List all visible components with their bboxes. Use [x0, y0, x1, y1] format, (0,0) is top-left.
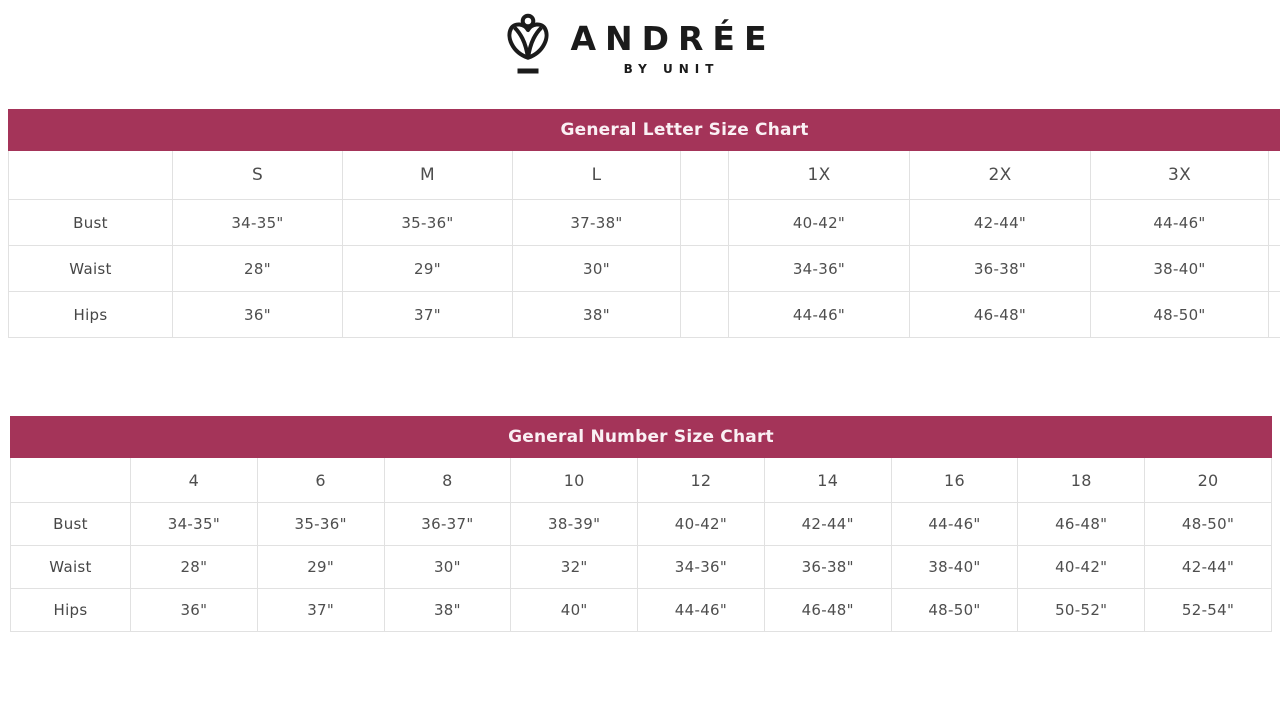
- measurement-row: [9, 292, 1280, 338]
- chart-title-band: [9, 110, 1280, 151]
- size-value-cell: [1269, 246, 1280, 292]
- size-column-header: 20: [1145, 458, 1272, 503]
- measurement-row: [9, 200, 1280, 246]
- size-value-cell: 37": [257, 589, 384, 632]
- size-value-cell: 34-36": [638, 546, 765, 589]
- size-value-cell: 42-44": [1145, 546, 1272, 589]
- size-column-header-row: [9, 151, 1280, 200]
- size-value-cell: 48-50": [891, 589, 1018, 632]
- letter-chart-clip-region: [0, 109, 1280, 338]
- size-value-cell: 36-38": [764, 546, 891, 589]
- size-value-cell: 38-39": [511, 503, 638, 546]
- row-label: Waist: [11, 546, 131, 589]
- chart-title-band: [11, 417, 1272, 458]
- measurement-row: [9, 246, 1280, 292]
- number-chart-body: [11, 503, 1272, 632]
- size-column-header: 3X: [1091, 151, 1269, 200]
- row-label: Waist: [9, 246, 173, 292]
- size-value-cell: [1269, 200, 1280, 246]
- size-value-cell: 36": [131, 589, 258, 632]
- size-value-cell: 30": [513, 246, 681, 292]
- number-size-chart-table: [10, 416, 1272, 632]
- size-value-cell: [681, 200, 729, 246]
- brand-name: ANDRÉE: [570, 19, 776, 58]
- size-value-cell: 38-40": [891, 546, 1018, 589]
- size-value-cell: 37-38": [513, 200, 681, 246]
- size-column-header: S: [173, 151, 343, 200]
- size-column-header: 12: [638, 458, 765, 503]
- size-column-header: 2X: [910, 151, 1091, 200]
- size-value-cell: 37": [343, 292, 513, 338]
- size-column-header: L: [513, 151, 681, 200]
- row-label: Bust: [9, 200, 173, 246]
- size-value-cell: 44-46": [1091, 200, 1269, 246]
- letter-chart-body: [9, 200, 1280, 338]
- size-value-cell: 35-36": [343, 200, 513, 246]
- size-column-header: 16: [891, 458, 1018, 503]
- size-value-cell: [681, 292, 729, 338]
- size-value-cell: 50-52": [1018, 589, 1145, 632]
- size-value-cell: 48-50": [1091, 292, 1269, 338]
- row-label: Hips: [11, 589, 131, 632]
- size-value-cell: 38": [513, 292, 681, 338]
- measurement-row: [11, 503, 1272, 546]
- size-value-cell: 34-35": [173, 200, 343, 246]
- size-value-cell: 46-48": [764, 589, 891, 632]
- size-value-cell: 34-35": [131, 503, 258, 546]
- measurement-row: [11, 546, 1272, 589]
- size-value-cell: 36": [173, 292, 343, 338]
- size-value-cell: 42-44": [764, 503, 891, 546]
- size-value-cell: 29": [343, 246, 513, 292]
- size-value-cell: 36-38": [910, 246, 1091, 292]
- size-value-cell: 42-44": [910, 200, 1091, 246]
- size-value-cell: 40-42": [729, 200, 910, 246]
- size-value-cell: 40-42": [1018, 546, 1145, 589]
- size-value-cell: 52-54": [1145, 589, 1272, 632]
- size-value-cell: 34-36": [729, 246, 910, 292]
- brand-tagline: BY UNIT: [623, 62, 720, 76]
- size-value-cell: 29": [257, 546, 384, 589]
- size-column-header: [1269, 151, 1280, 200]
- measurement-row: [11, 589, 1272, 632]
- size-column-header: 6: [257, 458, 384, 503]
- size-column-header: 4: [131, 458, 258, 503]
- size-value-cell: 48-50": [1145, 503, 1272, 546]
- size-value-cell: 28": [131, 546, 258, 589]
- size-value-cell: 40-42": [638, 503, 765, 546]
- size-column-header: 1X: [729, 151, 910, 200]
- size-value-cell: 35-36": [257, 503, 384, 546]
- row-label: Hips: [9, 292, 173, 338]
- size-value-cell: 46-48": [910, 292, 1091, 338]
- size-value-cell: 46-48": [1018, 503, 1145, 546]
- size-column-header: 14: [764, 458, 891, 503]
- size-value-cell: 30": [384, 546, 511, 589]
- size-value-cell: 38": [384, 589, 511, 632]
- corner-cell: [9, 151, 173, 200]
- size-value-cell: 28": [173, 246, 343, 292]
- size-value-cell: [681, 246, 729, 292]
- size-value-cell: 38-40": [1091, 246, 1269, 292]
- size-value-cell: 44-46": [729, 292, 910, 338]
- size-value-cell: 36-37": [384, 503, 511, 546]
- size-value-cell: 32": [511, 546, 638, 589]
- chart-title: General Number Size Chart: [11, 417, 1272, 458]
- brand-text: [561, 19, 776, 76]
- letter-size-chart-table: [8, 109, 1280, 338]
- size-value-cell: 40": [511, 589, 638, 632]
- size-column-header: 8: [384, 458, 511, 503]
- chart-title: General Letter Size Chart: [9, 110, 1280, 151]
- size-value-cell: 44-46": [891, 503, 1018, 546]
- brand-logo: [0, 0, 1280, 78]
- size-column-header: 10: [511, 458, 638, 503]
- row-label: Bust: [11, 503, 131, 546]
- size-column-header: M: [343, 151, 513, 200]
- size-column-header-row: [11, 458, 1272, 503]
- size-column-header: 18: [1018, 458, 1145, 503]
- size-column-header: [681, 151, 729, 200]
- size-value-cell: 44-46": [638, 589, 765, 632]
- tulip-logo-icon: [504, 12, 552, 76]
- corner-cell: [11, 458, 131, 503]
- size-value-cell: [1269, 292, 1280, 338]
